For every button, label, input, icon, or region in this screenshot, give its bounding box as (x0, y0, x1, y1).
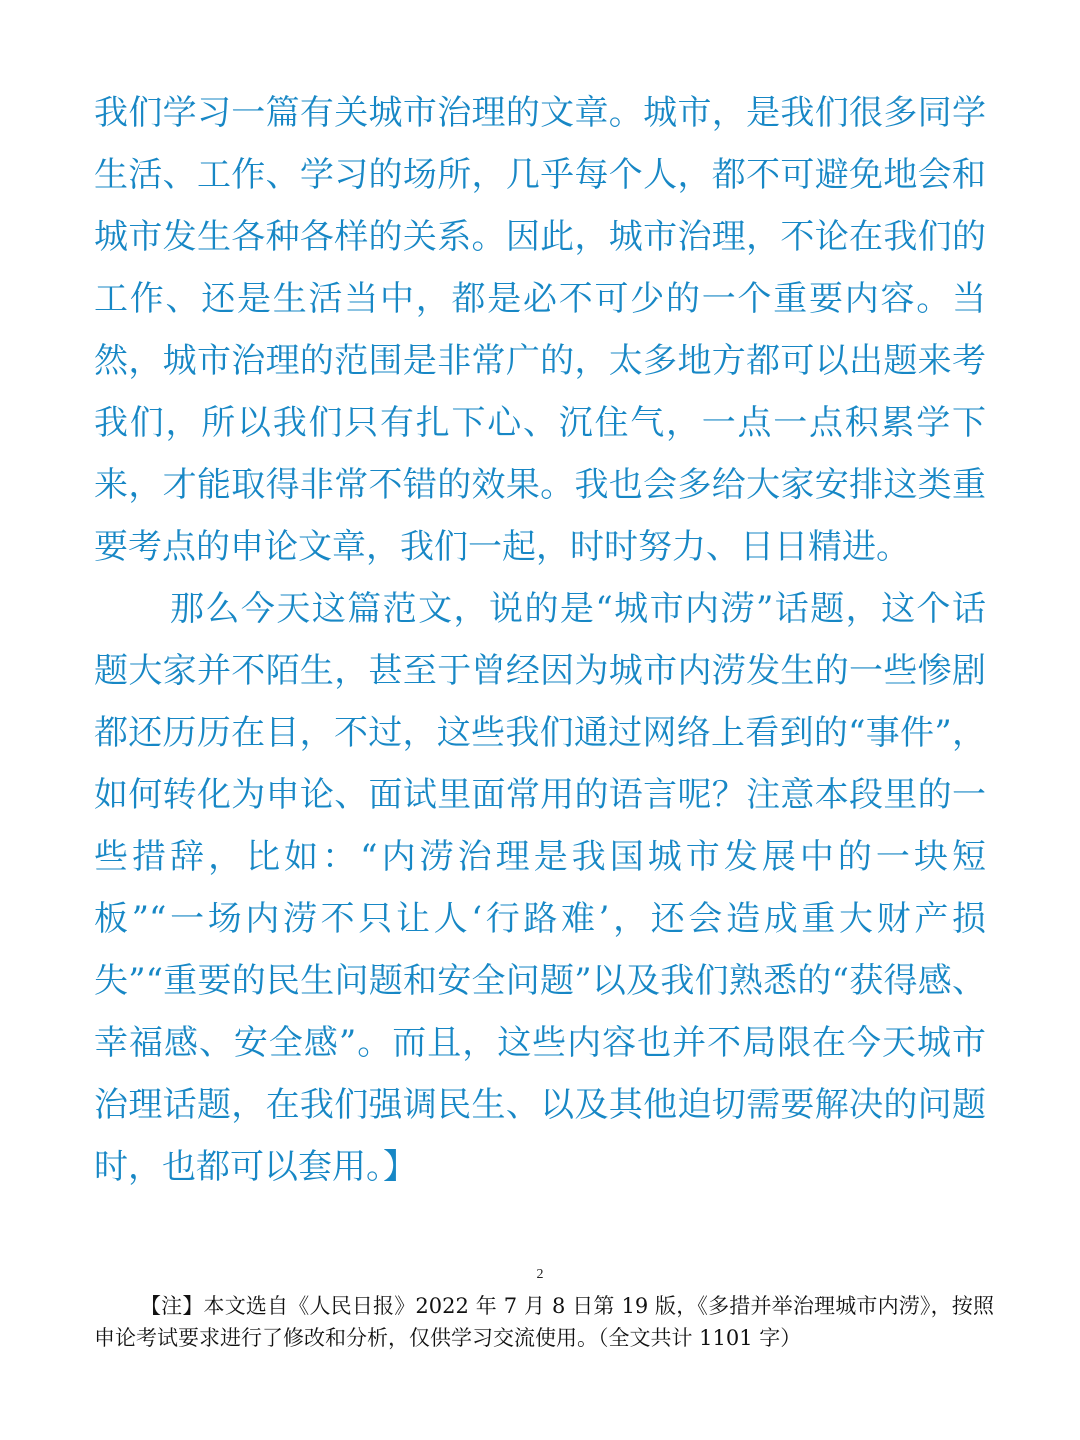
source-footnote: 【注】本文选自《人民日报》2022 年 7 月 8 日第 19 版，《多措并举治理城市内涝》，按照申论考试要求进行了修改和分析，仅供学习交流使用。（全文共计 1101 字） (94, 1294, 994, 1350)
article-paragraph-1: 我们学习一篇有关城市治理的文章。城市，是我们很多同学生活、工作、学习的场所，几乎每个人，都不可避免地会和城市发生各种各样的关系。因此，城市治理，不论在我们的工作、还是生活当中，都是必不可少的一个重要内容。当然，城市治理的范围是非常广的，太多地方都可以出题来考我们，所以我们只有扎下心、沉住气，一点一点积累学下来，才能取得非常不错的效果。我也会多给大家安排这类重要考点的申论文章，我们一起，时时努力、日日精进。 (94, 93, 986, 567)
page-number: 2 (536, 1267, 544, 1282)
article-paragraph-2: 那么今天这篇范文，说的是“城市内涝”话题，这个话题大家并不陌生，甚至于曾经因为城市内涝发生的一些惨剧都还历历在目，不过，这些我们通过网络上看到的“事件”，如何转化为申论、面试里面常用的语言呢？注意本段里的一些措辞，比如：“内涝治理是我国城市发展中的一块短板”“一场内涝不只让人‘行路难’，还会造成重大财产损失”“重要的民生问题和安全问题”以及我们熟悉的“获得感、幸福感、安全感”。而且，这些内容也并不局限在今天城市治理话题，在我们强调民生、以及其他迫切需要解决的问题时，也都可以套用。】 (94, 589, 986, 1187)
article-body (94, 82, 986, 1198)
